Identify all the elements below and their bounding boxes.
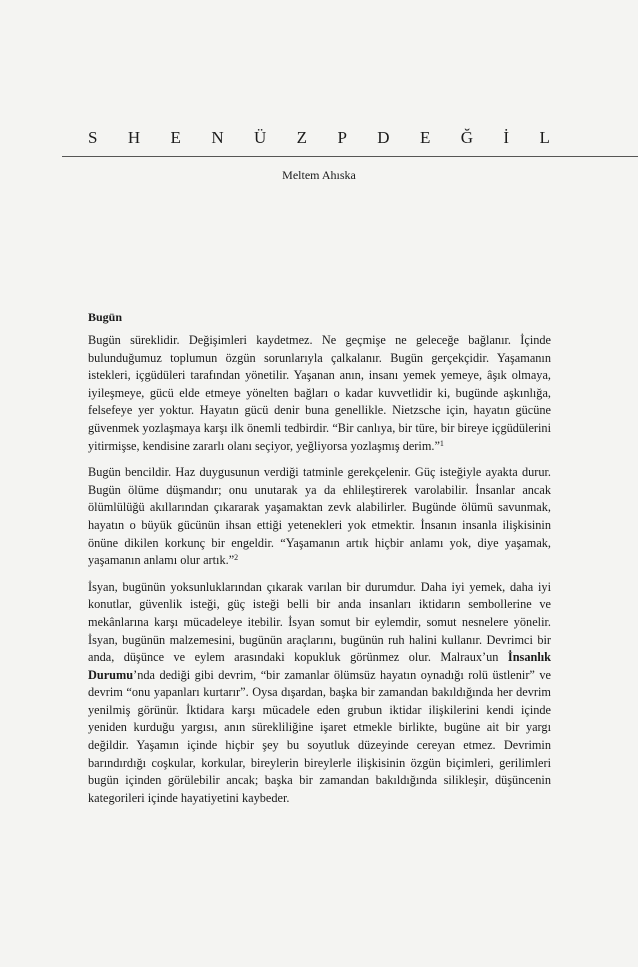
- footnote-ref: 1: [439, 438, 444, 448]
- paragraph-text: İsyan, bugünün yoksunluklarından çıkarak varılan bir durumdur. Daha iyi yemek, daha iyi konutlar, güvenlik isteği, güç isteği belli bir anda insanları iktidarın sembollerine ve mekânlarına karşı mücadeleye itebilir. İsyan somut bir eylemdir, somut nesnelere yönelir. İsyan, bugünün malzemesini, bugünün araçlarını, bugünün ruh halini kullanır. Devrimci bir anda, düşünce ve eylem arasındaki kopukluk görünmez olur. Malraux’un: [88, 579, 551, 665]
- footnote-ref: 2: [234, 553, 239, 563]
- paragraph-text: Bugün süreklidir. Değişimleri kaydetmez. Ne geçmişe ne geleceğe bağlanır. İçinde bulunduğumuz toplumun özgün sorunlarıyla çalkalanır. Bugün gerçekçidir. Yaşamanın istekleri, içgüdüleri tarafından yönetilir. Yaşanan anın, insanı yemek yemeye, âşık olmaya, iyileşmeye, gücü elde etmeye yönelten bağları o kadar kuvvetlidir ki, bugünde aşkınlığa, felsefeye yer yoktur. Hayatın gücü denir buna genellikle. Nietzsche için, hayatın gücüne güvenmek yozlaşmaya karşı ilk önemli tedbirdir. “Bir canlıya, bir türe, bir bireye içgüdülerini yitirmişse, kendisine zararlı olanı seçiyor, yeğliyorsa yozlaşmış derim.”: [88, 333, 551, 453]
- title-letter: E: [170, 128, 181, 147]
- paragraph: [88, 579, 551, 808]
- article-title: [88, 128, 550, 148]
- section-heading: Bugün: [88, 310, 123, 324]
- paragraph-text: ’nda dediği gibi devrim, “bir zamanlar ölümsüz hayatın oynadığı rolü üstlenir” ve devrim “onu yapanları kurtarır”. Oysa dışardan, başka bir zamandan bakıldığında her devrim yenilmiş görünür. İktidara karşı mücadele eden grubun iktidar ilişkilerini kendi içinde yeniden kurduğu yargısı, anın sürekliliğine işaret etmekle birlikte, bugüne ait bir yargı değildir. Yaşamın içinde hiçbir şey bu soyutluk düzeyinde cereyan etmez. Devrimin barındırdığı coşkular, korkular, bireylerin bireylerle ilişkisinin özgün biçimleri, gerilimleri bugün içinden görülebilir ancak; başka bir zamandan bakıldığında silikleşir, düşüncenin kategorileri içinde hayatiyetini kaybeder.: [88, 667, 551, 805]
- paragraph: [88, 332, 551, 455]
- title-rule: [62, 156, 638, 157]
- paragraph: [88, 464, 551, 570]
- title-letter: L: [539, 128, 550, 147]
- title-letter: N: [211, 128, 224, 147]
- article-body: [88, 332, 551, 816]
- title-letter: Z: [296, 128, 308, 147]
- title-letter: Ğ: [460, 128, 474, 147]
- title-letter: H: [127, 128, 141, 147]
- title-letter: E: [419, 128, 431, 147]
- title-letter: S: [88, 128, 98, 147]
- title-letter: P: [337, 128, 347, 147]
- title-letter: Ü: [253, 128, 267, 147]
- title-letter: D: [377, 128, 390, 147]
- author-name: Meltem Ahıska: [282, 168, 356, 182]
- bold-title: İnsanlık Durumu: [88, 650, 551, 682]
- paragraph-text: Bugün bencildir. Haz duygusunun verdiği tatminle gerekçelenir. Güç isteğiyle ayakta durur. Bugün ölüme düşmandır; onu unutarak ya da ehlileştirerek varolabilir. İnsanlar ancak ölümlülüğü akıllarından çıkararak yaşamaktan zevk alabilirler. Bugünde ölümü savunmak, hayatın o büyük gücünün ihsan ettiği yetenekleri yok etmektir. İnsanın insanla ilişkisinin önüne dikilen korkunç bir engeldir. “Yaşamanın artık hiçbir anlamı yok, diye yaşamak, yaşamanın anlamı olur artık.”: [88, 465, 551, 568]
- title-letter: İ: [503, 128, 510, 147]
